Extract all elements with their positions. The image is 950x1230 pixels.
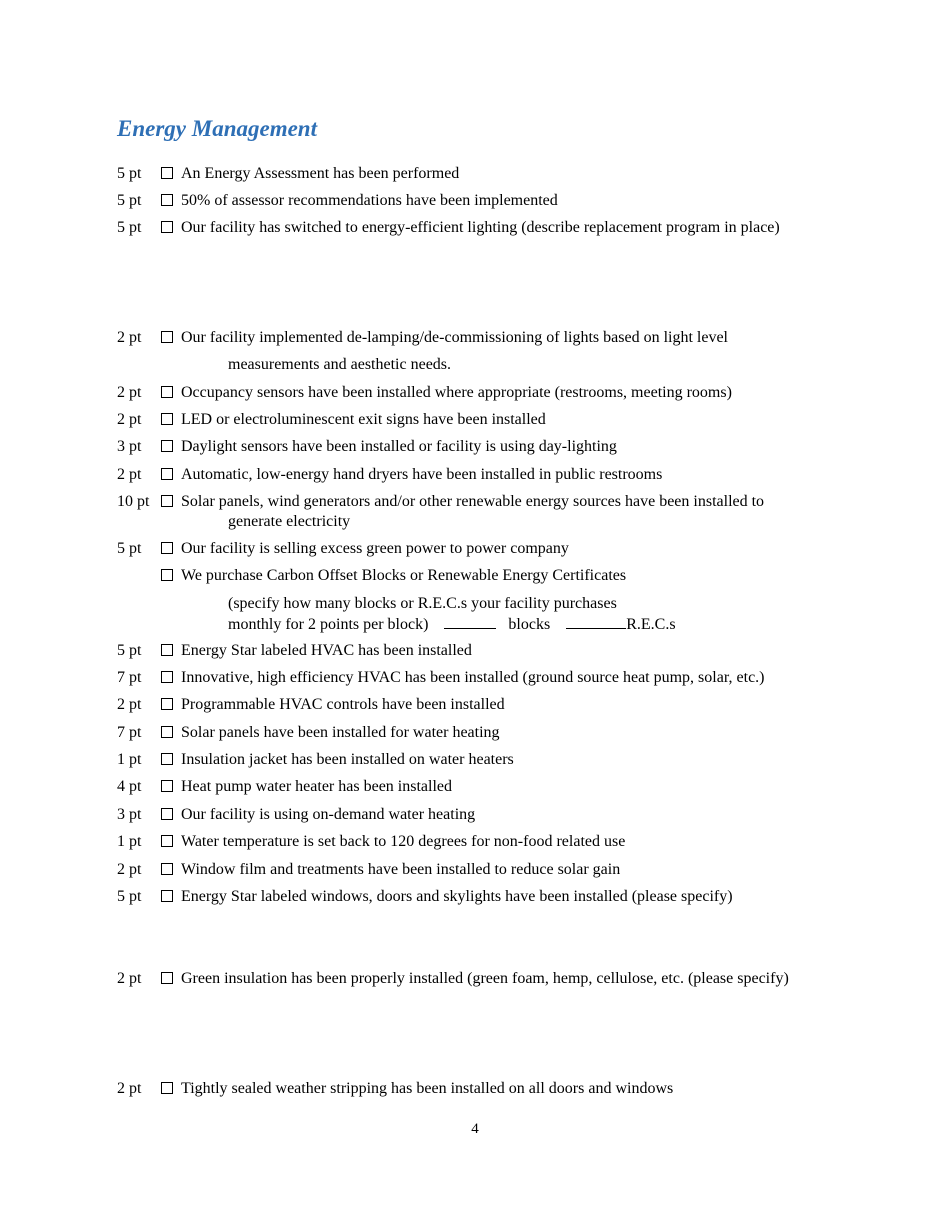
- item-text: Innovative, high efficiency HVAC has been installed (ground source heat pump, solar, etc.): [181, 669, 765, 686]
- item-text-continuation: measurements and aesthetic needs.: [228, 356, 452, 373]
- item-text: Green insulation has been properly installed (green foam, hemp, cellulose, etc. (please specify): [181, 970, 789, 987]
- item-text: Energy Star labeled HVAC has been installed: [181, 642, 472, 659]
- checkbox[interactable]: [161, 386, 173, 398]
- checklist-item: [0, 410, 950, 430]
- points-label: 2 pt: [117, 970, 142, 987]
- checklist-item: [0, 695, 950, 715]
- checkbox[interactable]: [161, 569, 173, 581]
- checkbox[interactable]: [161, 835, 173, 847]
- checkbox[interactable]: [161, 440, 173, 452]
- points-label: 5 pt: [117, 642, 142, 659]
- section-heading: Energy Management: [117, 116, 317, 141]
- points-label: 2 pt: [117, 466, 142, 483]
- item-text: Solar panels have been installed for water heating: [181, 724, 500, 741]
- points-label: 5 pt: [117, 540, 142, 557]
- checklist-item: [0, 465, 950, 485]
- item-text: Our facility has switched to energy-efficient lighting (describe replacement program in place): [181, 219, 780, 236]
- checkbox[interactable]: [161, 167, 173, 179]
- checklist-item: [0, 750, 950, 770]
- checklist-item: [0, 566, 950, 586]
- checklist-item: [0, 805, 950, 825]
- points-label: 7 pt: [117, 724, 142, 741]
- checklist-item: [0, 218, 950, 238]
- points-label: 2 pt: [117, 329, 142, 346]
- points-label: 3 pt: [117, 806, 142, 823]
- rec-note-line2: [228, 614, 676, 634]
- points-label: 2 pt: [117, 1080, 142, 1097]
- checkbox[interactable]: [161, 468, 173, 480]
- checkbox[interactable]: [161, 1082, 173, 1094]
- checkbox[interactable]: [161, 753, 173, 765]
- checkbox[interactable]: [161, 780, 173, 792]
- blocks-blank-field[interactable]: [444, 614, 496, 629]
- item-text-continuation: generate electricity: [228, 513, 351, 530]
- item-text: Insulation jacket has been installed on water heaters: [181, 751, 514, 768]
- checklist-item: [0, 777, 950, 797]
- item-text: Energy Star labeled windows, doors and skylights have been installed (please specify): [181, 888, 733, 905]
- checkbox[interactable]: [161, 671, 173, 683]
- points-label: 3 pt: [117, 438, 142, 455]
- item-text: We purchase Carbon Offset Blocks or Renewable Energy Certificates: [181, 567, 627, 584]
- checkbox[interactable]: [161, 890, 173, 902]
- item-text: An Energy Assessment has been performed: [181, 165, 460, 182]
- points-label: 4 pt: [117, 778, 142, 795]
- checklist-item: [0, 437, 950, 457]
- item-text: Heat pump water heater has been installed: [181, 778, 452, 795]
- page-number: 4: [471, 1121, 479, 1137]
- checkbox[interactable]: [161, 331, 173, 343]
- points-label: 1 pt: [117, 833, 142, 850]
- checklist-item: [0, 723, 950, 743]
- checklist-item: [0, 668, 950, 688]
- points-label: 1 pt: [117, 751, 142, 768]
- points-label: 2 pt: [117, 696, 142, 713]
- checklist-item: [0, 492, 950, 512]
- points-label: 5 pt: [117, 192, 142, 209]
- checklist-item: [0, 539, 950, 559]
- checkbox[interactable]: [161, 698, 173, 710]
- points-label: 2 pt: [117, 411, 142, 428]
- checklist-item: [0, 328, 950, 348]
- item-text: Our facility is using on-demand water heating: [181, 806, 476, 823]
- item-text: Tightly sealed weather stripping has been installed on all doors and windows: [181, 1080, 674, 1097]
- points-label: 2 pt: [117, 861, 142, 878]
- checklist-item: [0, 641, 950, 661]
- checkbox[interactable]: [161, 221, 173, 233]
- checkbox[interactable]: [161, 542, 173, 554]
- item-text: Water temperature is set back to 120 degrees for non-food related use: [181, 833, 626, 850]
- checkbox[interactable]: [161, 194, 173, 206]
- item-text: Programmable HVAC controls have been installed: [181, 696, 505, 713]
- checklist-item: [0, 1079, 950, 1099]
- checklist-item: [0, 191, 950, 211]
- checklist-item: [0, 969, 950, 989]
- recs-label: R.E.C.s: [626, 616, 676, 633]
- points-label: 10 pt: [117, 493, 150, 510]
- checklist-item: [0, 887, 950, 907]
- item-text: Solar panels, wind generators and/or other renewable energy sources have been installed to: [181, 493, 765, 510]
- item-text: Automatic, low-energy hand dryers have been installed in public restrooms: [181, 466, 663, 483]
- points-label: 7 pt: [117, 669, 142, 686]
- checkbox[interactable]: [161, 644, 173, 656]
- points-label: 5 pt: [117, 219, 142, 236]
- checkbox[interactable]: [161, 863, 173, 875]
- rec-note-text: monthly for 2 points per block): [228, 616, 429, 633]
- checkbox[interactable]: [161, 413, 173, 425]
- item-text: 50% of assessor recommendations have been implemented: [181, 192, 558, 209]
- item-text: Our facility is selling excess green power to power company: [181, 540, 569, 557]
- item-text: Daylight sensors have been installed or facility is using day-lighting: [181, 438, 617, 455]
- checklist-item: [0, 860, 950, 880]
- rec-note-line1: (specify how many blocks or R.E.C.s your facility purchases: [228, 595, 617, 612]
- blocks-label: blocks: [508, 616, 551, 633]
- checkbox[interactable]: [161, 495, 173, 507]
- checkbox[interactable]: [161, 972, 173, 984]
- points-label: 5 pt: [117, 888, 142, 905]
- item-text: Occupancy sensors have been installed where appropriate (restrooms, meeting rooms): [181, 384, 732, 401]
- checklist-item: [0, 164, 950, 184]
- checklist-item: [0, 832, 950, 852]
- checkbox[interactable]: [161, 808, 173, 820]
- points-label: 5 pt: [117, 165, 142, 182]
- item-text: Our facility implemented de-lamping/de-commissioning of lights based on light level: [181, 329, 728, 346]
- checklist-item: [0, 383, 950, 403]
- checkbox[interactable]: [161, 726, 173, 738]
- item-text: Window film and treatments have been installed to reduce solar gain: [181, 861, 621, 878]
- item-text: LED or electroluminescent exit signs have been installed: [181, 411, 546, 428]
- recs-blank-field[interactable]: [566, 614, 626, 629]
- points-label: 2 pt: [117, 384, 142, 401]
